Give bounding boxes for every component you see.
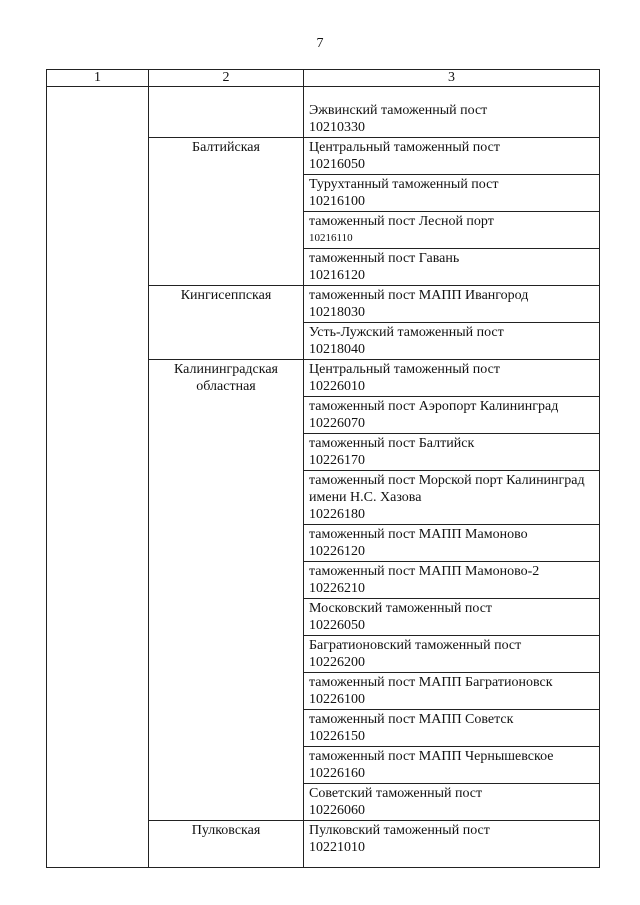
post-name: таможенный пост МАПП Чернышевское	[309, 749, 554, 764]
post-code: 10216050	[309, 157, 365, 172]
post-cell	[304, 101, 600, 138]
table-row	[47, 710, 600, 747]
post-cell	[304, 821, 600, 858]
post-code: 10210330	[309, 120, 365, 135]
table-row	[47, 138, 600, 175]
post-cell	[304, 360, 600, 397]
post-code: 10226060	[309, 803, 365, 818]
post-cell	[304, 286, 600, 323]
region-cell	[149, 360, 304, 397]
post-name: таможенный пост Гавань	[309, 251, 460, 266]
post-name: таможенный пост МАПП Советск	[309, 712, 514, 727]
region-label: Калининградская областная	[174, 362, 278, 394]
post-code: 10226160	[309, 766, 365, 781]
post-cell	[304, 636, 600, 673]
post-code: 10216100	[309, 194, 365, 209]
post-code: 10221010	[309, 840, 365, 855]
table-row	[47, 286, 600, 323]
post-code: 10226100	[309, 692, 365, 707]
post-name: таможенный пост Балтийск	[309, 436, 475, 451]
table-row	[47, 636, 600, 673]
post-name: Пулковский таможенный пост	[309, 823, 490, 838]
region-cell	[149, 286, 304, 323]
customs-posts-table	[46, 69, 600, 868]
post-name: таможенный пост МАПП Мамоново-2	[309, 564, 540, 579]
table-row	[47, 249, 600, 286]
post-cell	[304, 747, 600, 784]
post-cell	[304, 471, 600, 525]
table-row	[47, 175, 600, 212]
table-row	[47, 101, 600, 138]
table-row	[47, 673, 600, 710]
post-code: 10218040	[309, 342, 365, 357]
region-label: Пулковская	[191, 823, 261, 838]
column-header-3: 3	[304, 70, 600, 87]
post-name: таможенный пост МАПП Ивангород	[309, 288, 529, 303]
post-cell	[304, 562, 600, 599]
post-name: таможенный пост Морской порт Калининград имени Н.С. Хазова	[309, 473, 585, 505]
post-cell	[304, 323, 600, 360]
post-code: 10226070	[309, 416, 365, 431]
post-code: 10226010	[309, 379, 365, 394]
post-name: Московский таможенный пост	[309, 601, 493, 616]
post-cell	[304, 212, 600, 249]
table-row	[47, 471, 600, 525]
post-code: 10226180	[309, 507, 365, 522]
header-row	[47, 70, 600, 87]
post-code: 10218030	[309, 305, 365, 320]
table-row	[47, 397, 600, 434]
post-cell	[304, 525, 600, 562]
column-header-2: 2	[149, 70, 304, 87]
page-number: 7	[316, 36, 324, 51]
post-code: 10216110	[309, 232, 353, 244]
post-cell	[304, 175, 600, 212]
post-name: Эжвинский таможенный пост	[309, 103, 488, 118]
region-cell	[149, 138, 304, 175]
table-row	[47, 323, 600, 360]
post-code: 10226210	[309, 581, 365, 596]
post-cell	[304, 673, 600, 710]
post-name: таможенный пост Лесной порт	[309, 214, 494, 229]
post-cell	[304, 434, 600, 471]
post-name: таможенный пост МАПП Багратионовск	[309, 675, 553, 690]
post-cell	[304, 397, 600, 434]
post-cell	[304, 599, 600, 636]
region-label: Балтийская	[192, 140, 260, 155]
post-code: 10226120	[309, 544, 365, 559]
spacer-row	[47, 87, 600, 102]
table-row	[47, 562, 600, 599]
post-cell	[304, 710, 600, 747]
post-cell	[304, 784, 600, 821]
post-cell	[304, 138, 600, 175]
table-row	[47, 434, 600, 471]
post-name: Центральный таможенный пост	[309, 140, 500, 155]
spacer-row	[47, 857, 600, 868]
post-code: 10216120	[309, 268, 365, 283]
region-cell	[149, 821, 304, 858]
table-row	[47, 821, 600, 858]
post-code: 10226170	[309, 453, 365, 468]
post-code: 10226150	[309, 729, 365, 744]
post-name: таможенный пост МАПП Мамоново	[309, 527, 528, 542]
post-name: Усть-Лужский таможенный пост	[309, 325, 504, 340]
table-row	[47, 525, 600, 562]
table-row	[47, 212, 600, 249]
table-row	[47, 360, 600, 397]
post-name: Центральный таможенный пост	[309, 362, 500, 377]
post-name: таможенный пост Аэропорт Калининград	[309, 399, 559, 414]
post-name: Турухтанный таможенный пост	[309, 177, 499, 192]
post-code: 10226050	[309, 618, 365, 633]
table-row	[47, 747, 600, 784]
post-cell	[304, 249, 600, 286]
post-code: 10226200	[309, 655, 365, 670]
table-row	[47, 784, 600, 821]
post-name: Багратионовский таможенный пост	[309, 638, 522, 653]
post-name: Советский таможенный пост	[309, 786, 483, 801]
region-label: Кингисеппская	[180, 288, 272, 303]
table-row	[47, 599, 600, 636]
column-header-1: 1	[47, 70, 149, 87]
